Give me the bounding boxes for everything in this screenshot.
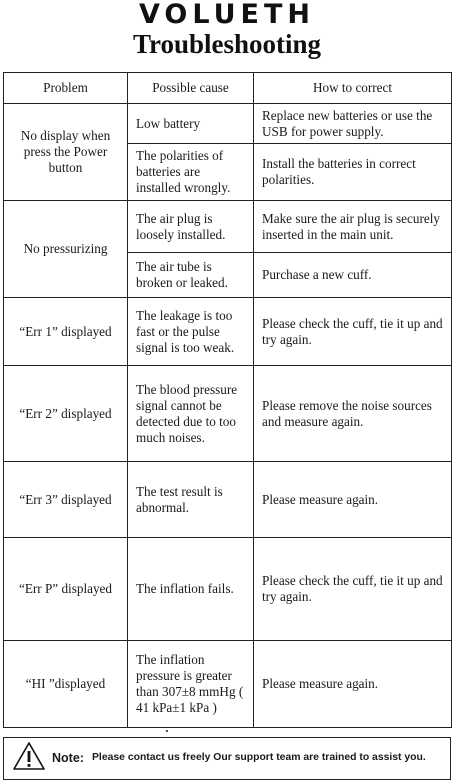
cause-cell: The polarities of batteries are installed wrongly. <box>128 144 254 201</box>
cause-cell: The inflation fails. <box>128 538 254 641</box>
note-box <box>3 737 451 780</box>
note-text: Please contact us freely Our support team are trained to assist you. <box>92 752 426 763</box>
cause-cell: Low battery <box>128 104 254 144</box>
problem-cell: “Err P” displayed <box>4 538 128 641</box>
table-row <box>4 201 452 253</box>
fix-cell: Please measure again. <box>254 462 452 538</box>
cause-cell: The air plug is loosely installed. <box>128 201 254 253</box>
cause-cell: The air tube is broken or leaked. <box>128 253 254 298</box>
cause-cell: The inflation pressure is greater than 307±8 mmHg ( 41 kPa±1 kPa ) <box>128 641 254 728</box>
table-row <box>4 104 452 144</box>
header-problem: Problem <box>4 73 128 104</box>
table-row <box>4 298 452 366</box>
brand-logo: VOLUETH <box>139 0 315 30</box>
problem-cell: “Err 2” displayed <box>4 366 128 462</box>
cause-cell: The blood pressure signal cannot be detected due to too much noises. <box>128 366 254 462</box>
problem-cell: “HI ”displayed <box>4 641 128 728</box>
table-row <box>4 641 452 728</box>
problem-cell: “Err 1” displayed <box>4 298 128 366</box>
fix-cell: Purchase a new cuff. <box>254 253 452 298</box>
fix-cell: Make sure the air plug is securely inserted in the main unit. <box>254 201 452 253</box>
fix-cell: Please remove the noise sources and measure again. <box>254 366 452 462</box>
table-header-row <box>4 73 452 104</box>
note-label: Note: <box>52 751 84 765</box>
fix-cell: Please check the cuff, tie it up and try again. <box>254 538 452 641</box>
table-row <box>4 462 452 538</box>
cause-cell: The leakage is too fast or the pulse signal is too weak. <box>128 298 254 366</box>
header-how-to-correct: How to correct <box>254 73 452 104</box>
table-row <box>4 366 452 462</box>
header-possible-cause: Possible cause <box>128 73 254 104</box>
problem-cell: “Err 3” displayed <box>4 462 128 538</box>
problem-cell: No pressurizing <box>4 201 128 298</box>
troubleshooting-table <box>3 72 452 728</box>
stray-dot <box>166 730 168 732</box>
table-row <box>4 538 452 641</box>
fix-cell: Install the batteries in correct polarities. <box>254 144 452 201</box>
fix-cell: Replace new batteries or use the USB for power supply. <box>254 104 452 144</box>
page-title: Troubleshooting <box>132 29 322 59</box>
fix-cell: Please measure again. <box>254 641 452 728</box>
problem-cell: No display when press the Power button <box>4 104 128 201</box>
fix-cell: Please check the cuff, tie it up and try again. <box>254 298 452 366</box>
warning-triangle-icon <box>12 741 46 771</box>
cause-cell: The test result is abnormal. <box>128 462 254 538</box>
